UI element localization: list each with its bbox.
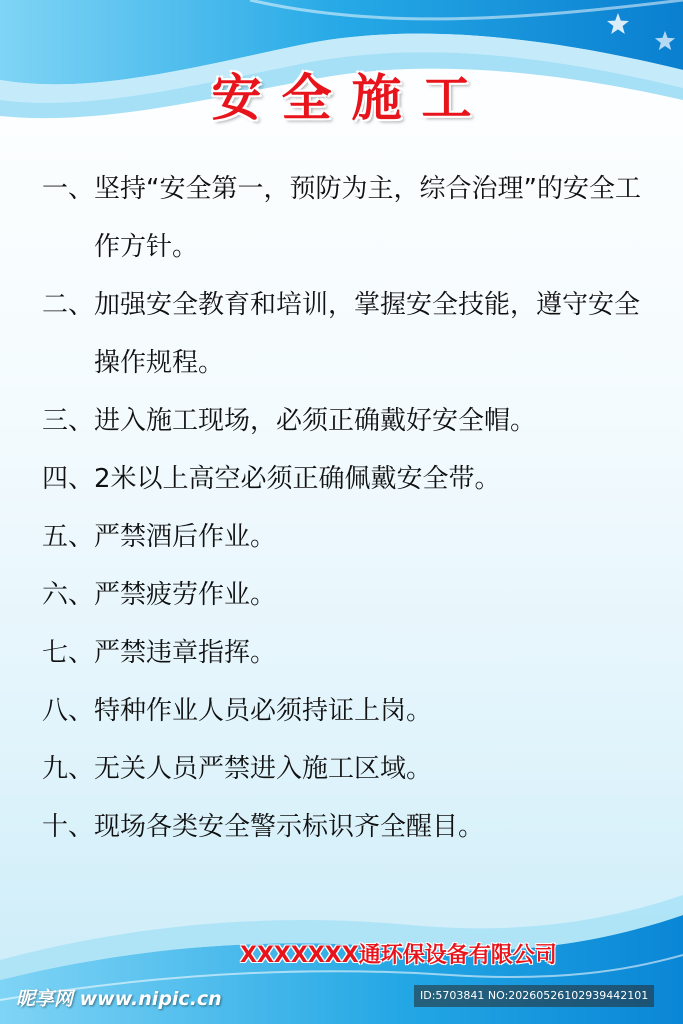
rule-number: 八、 — [42, 696, 95, 726]
rule-number: 六、 — [42, 580, 95, 610]
rules-list — [42, 160, 662, 856]
rule-number: 二、 — [42, 290, 95, 320]
rule-text: 无关人员严禁进入施工区域。 — [94, 754, 433, 784]
list-item — [42, 566, 662, 624]
rule-text: 现场各类安全警示标识齐全醒目。 — [94, 812, 485, 842]
rule-text: 2米以上高空必须正确佩戴安全带。 — [94, 464, 501, 494]
list-item — [42, 624, 662, 682]
list-item — [42, 392, 662, 450]
rule-text: 严禁疲劳作业。 — [94, 580, 277, 610]
list-item — [42, 508, 662, 566]
list-item — [42, 798, 662, 856]
watermark-logo: 昵享网 www.nipic.cn — [16, 988, 222, 1010]
rule-text: 加强安全教育和培训，掌握安全技能，遵守安全操作规程。 — [94, 290, 641, 378]
list-item — [42, 682, 662, 740]
watermark-id: ID:5703841 NO:20260526102939442101 — [414, 985, 654, 1007]
rule-number: 三、 — [42, 406, 95, 436]
star-icon — [606, 12, 630, 36]
rule-text: 进入施工现场，必须正确戴好安全帽。 — [94, 406, 537, 436]
rule-number: 十、 — [42, 812, 95, 842]
rule-number: 四、 — [42, 464, 95, 494]
rule-number: 九、 — [42, 754, 95, 784]
rule-text: 严禁酒后作业。 — [94, 522, 277, 552]
rule-text: 严禁违章指挥。 — [94, 638, 277, 668]
list-item — [42, 740, 662, 798]
list-item — [42, 450, 662, 508]
rule-number: 一、 — [42, 174, 95, 204]
company-name: XXXXXXX通环保设备有限公司 — [240, 943, 557, 968]
list-item — [42, 276, 662, 392]
rule-text: 特种作业人员必须持证上岗。 — [94, 696, 433, 726]
star-icon — [654, 30, 676, 52]
rule-number: 五、 — [42, 522, 95, 552]
rule-number: 七、 — [42, 638, 95, 668]
rule-text: 坚持“安全第一，预防为主，综合治理”的安全工作方针。 — [94, 174, 641, 262]
page-title: 安全施工 — [211, 69, 492, 127]
list-item — [42, 160, 662, 276]
